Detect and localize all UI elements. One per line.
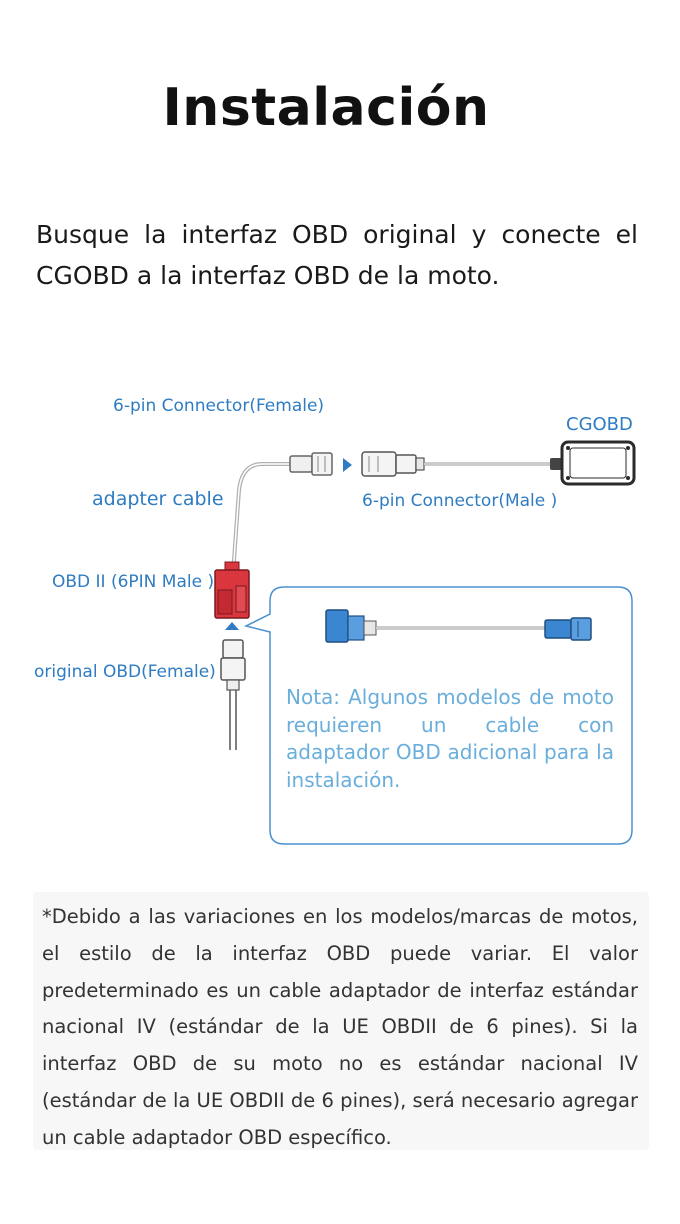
obd2-red-connector-icon bbox=[215, 562, 249, 618]
note-text: Nota: Algunos modelos de moto requieren un cable con adaptador OBD adicional para la instalación. bbox=[286, 685, 614, 792]
arrow-up-icon bbox=[225, 622, 239, 630]
original-obd-connector-icon bbox=[221, 640, 245, 750]
footnote-panel bbox=[33, 892, 649, 1150]
label-original-obd: original OBD(Female) bbox=[34, 662, 216, 682]
label-obd2-male: OBD II (6PIN Male ) bbox=[52, 572, 215, 592]
label-connector-male: 6-pin Connector(Male ) bbox=[362, 491, 558, 511]
female-connector-icon bbox=[290, 453, 332, 475]
male-connector-icon bbox=[362, 452, 424, 476]
page-title: Instalación bbox=[162, 78, 490, 138]
intro-text: Busque la interfaz OBD original y conecte el CGOBD a la interfaz OBD de la moto. bbox=[36, 220, 638, 290]
arrow-right-icon bbox=[343, 458, 352, 472]
label-adapter-cable: adapter cable bbox=[92, 488, 224, 510]
cgobd-device-icon bbox=[550, 442, 634, 484]
footnote-text: *Debido a las variaciones en los modelos/marcas de motos, el estilo de la interfaz OBD puede variar. El valor predeterminado es un cable adaptador de interfaz estándar nacional IV (estándar de la UE OBDII de 6 pines). Si la interfaz OBD de su moto no es estándar nacional IV (estándar de la UE OBDII de 6 pines), será necesario agregar un cable adaptador OBD específico. bbox=[42, 905, 638, 1149]
label-connector-female: 6-pin Connector(Female) bbox=[113, 396, 325, 416]
label-cgobd: CGOBD bbox=[566, 414, 633, 435]
